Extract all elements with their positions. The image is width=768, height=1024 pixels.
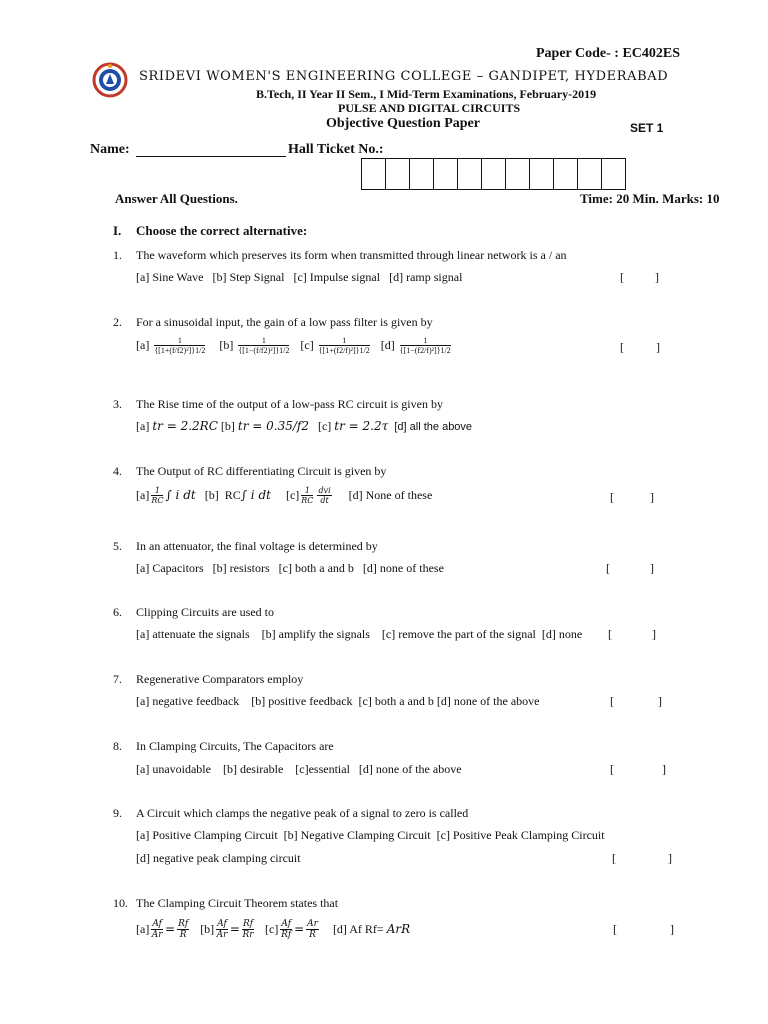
question-text: The Rise time of the output of a low-pass RC circuit is given by xyxy=(136,397,443,411)
hall-ticket-digit-box[interactable] xyxy=(433,158,458,190)
exam-title: B.Tech, II Year II Sem., I Mid-Term Examinations, February-2019 xyxy=(256,87,597,101)
hall-ticket-digit-box[interactable] xyxy=(601,158,626,190)
name-label: Name: xyxy=(90,142,130,157)
answer-bracket-close[interactable]: ] xyxy=(670,922,674,936)
fraction: $\frac{Rf}{Rr}$ xyxy=(242,919,254,940)
fraction: $\frac{Af}{Ar}$ xyxy=(216,919,228,940)
hall-ticket-digit-box[interactable] xyxy=(409,158,434,190)
answer-bracket-open[interactable]: [ xyxy=(612,851,616,865)
question-text: A Circuit which clamps the negative peak of a signal to zero is called xyxy=(136,806,469,820)
answer-bracket-open[interactable]: [ xyxy=(613,922,617,936)
fraction: $\frac{1}{\text{\{[1+(f2/f)²]\}1/2}}$ xyxy=(318,336,370,355)
question-options: [a] Capacitors [b] resistors [c] both a and b [d] none of these xyxy=(136,561,444,575)
answer-bracket-open[interactable]: [ xyxy=(608,627,612,641)
section-number: I. xyxy=(113,223,122,238)
fraction: $\frac{1}{\text{\{[1+(f/f2)²]\}1/2}}$ xyxy=(154,336,206,355)
hall-ticket-label: Hall Ticket No.: xyxy=(288,142,384,157)
hall-ticket-digit-box[interactable] xyxy=(505,158,530,190)
paper-type: Objective Question Paper xyxy=(326,116,480,131)
answer-bracket-open[interactable]: [ xyxy=(606,561,610,575)
question-number: 10. xyxy=(113,896,128,910)
fraction: $\frac{Af}{Rf}$ xyxy=(281,919,292,940)
question-options: [a] negative feedback [b] positive feedback [c] both a and b [d] none of the above xyxy=(136,694,540,708)
fraction: $\frac{\text{dvi}}{dt}$ xyxy=(318,486,331,505)
question-number: 6. xyxy=(113,605,122,619)
answer-bracket-close[interactable]: ] xyxy=(668,851,672,865)
answer-bracket-close[interactable]: ] xyxy=(656,340,660,354)
fraction: $\frac{Rf}{R}$ xyxy=(178,919,189,940)
question-number: 4. xyxy=(113,464,122,478)
answer-bracket-close[interactable]: ] xyxy=(652,627,656,641)
fraction: $\frac{1}{RC}$ xyxy=(301,486,314,505)
college-name: SRIDEVI WOMEN'S ENGINEERING COLLEGE – GANDIPET, HYDERABAD xyxy=(139,69,669,84)
answer-bracket-open[interactable]: [ xyxy=(610,490,614,504)
answer-bracket-close[interactable]: ] xyxy=(650,561,654,575)
question-text: In an attenuator, the final voltage is determined by xyxy=(136,539,378,553)
time-marks: Time: 20 Min. Marks: 10 xyxy=(580,191,720,206)
answer-all-instruction: Answer All Questions. xyxy=(115,191,238,206)
hall-ticket-digit-box[interactable] xyxy=(553,158,578,190)
fraction: $\frac{1}{\text{\{[1−(f/f2)²]\}1/2}}$ xyxy=(238,336,290,355)
question-number: 1. xyxy=(113,248,122,262)
answer-bracket-close[interactable]: ] xyxy=(662,762,666,776)
question-text: Regenerative Comparators employ xyxy=(136,672,304,686)
subject-title: PULSE AND DIGITAL CIRCUITS xyxy=(338,101,521,115)
paper-code: Paper Code- : EC402ES xyxy=(536,46,681,61)
question-number: 3. xyxy=(113,397,122,411)
question-options: [a] tr = 2.2RC [b] tr = 0.35/f2 [c] tr = 2.2τ [d] all the above xyxy=(136,419,473,433)
hall-ticket-digit-box[interactable] xyxy=(481,158,506,190)
question-number: 2. xyxy=(113,315,122,329)
question-options: [a] Sine Wave [b] Step Signal [c] Impulse signal [d] ramp signal xyxy=(136,270,463,284)
hall-ticket-boxes[interactable] xyxy=(362,158,626,190)
question-number: 5. xyxy=(113,539,122,553)
answer-bracket-open[interactable]: [ xyxy=(610,694,614,708)
hall-ticket-digit-box[interactable] xyxy=(529,158,554,190)
question-text: For a sinusoidal input, the gain of a low pass filter is given by xyxy=(136,315,433,329)
fraction: $\frac{Af}{Ar}$ xyxy=(151,919,163,940)
question-number: 7. xyxy=(113,672,122,686)
set-label: SET 1 xyxy=(630,121,664,135)
question-options: [a] $\frac{Af}{Ar}$ = $\frac{Rf}{R}$ [b] $\frac{Af}{Ar}$ = $\frac{Rf}{Rr}$ [c] $\frac{Af}{Rf}$ = $\frac{Ar}{R}$ [d] Af Rf= ArR xyxy=(136,919,411,940)
question-options: [d] negative peak clamping circuit xyxy=(136,851,301,865)
name-field[interactable] xyxy=(136,155,286,157)
question-options: [a] $\frac{1}{RC}$ ∫ i dt [b] RC∫ i dt [c] $\frac{1}{RC}$ $\frac{\text{dvi}}{dt}$ [d] None of these xyxy=(136,486,433,505)
question-text: The waveform which preserves its form when transmitted through linear network is a / an xyxy=(136,248,567,262)
fraction: $\frac{1}{RC}$ xyxy=(151,486,164,505)
college-seal-icon xyxy=(92,62,128,98)
hall-ticket-digit-box[interactable] xyxy=(577,158,602,190)
answer-bracket-open[interactable]: [ xyxy=(610,762,614,776)
answer-bracket-close[interactable]: ] xyxy=(650,490,654,504)
question-number: 8. xyxy=(113,739,122,753)
answer-bracket-close[interactable]: ] xyxy=(658,694,662,708)
question-options: [a] attenuate the signals [b] amplify the signals [c] remove the part of the signal [d] none xyxy=(136,627,583,641)
question-text: In Clamping Circuits, The Capacitors are xyxy=(136,739,334,753)
hall-ticket-digit-box[interactable] xyxy=(457,158,482,190)
question-options: [a] $\frac{1}{\text{\{[1+(f/f2)²]\}1/2}}$ [b] $\frac{1}{\text{\{[1−(f/f2)²]\}1/2}}$ [c] $\frac{1}{\text{\{[1+(f2/f)²]\}1/2}}$ [d] $\frac{1}{\text{\{[1−(f2/f)²]\}1/2}}$ xyxy=(136,336,451,355)
hall-ticket-digit-box[interactable] xyxy=(361,158,386,190)
fraction: $\frac{Ar}{R}$ xyxy=(307,919,318,940)
answer-bracket-close[interactable]: ] xyxy=(655,270,659,284)
question-text: Clipping Circuits are used to xyxy=(136,605,274,619)
section-title: Choose the correct alternative: xyxy=(136,223,308,238)
question-number: 9. xyxy=(113,806,122,820)
question-text: The Output of RC differentiating Circuit is given by xyxy=(136,464,387,478)
fraction: $\frac{1}{\text{\{[1−(f2/f)²]\}1/2}}$ xyxy=(399,336,451,355)
question-text: The Clamping Circuit Theorem states that xyxy=(136,896,339,910)
answer-bracket-open[interactable]: [ xyxy=(620,340,624,354)
hall-ticket-digit-box[interactable] xyxy=(385,158,410,190)
question-options: [a] Positive Clamping Circuit [b] Negative Clamping Circuit [c] Positive Peak Clamping Circuit xyxy=(136,828,605,842)
question-options: [a] unavoidable [b] desirable [c]essential [d] none of the above xyxy=(136,762,462,776)
answer-bracket-open[interactable]: [ xyxy=(620,270,624,284)
